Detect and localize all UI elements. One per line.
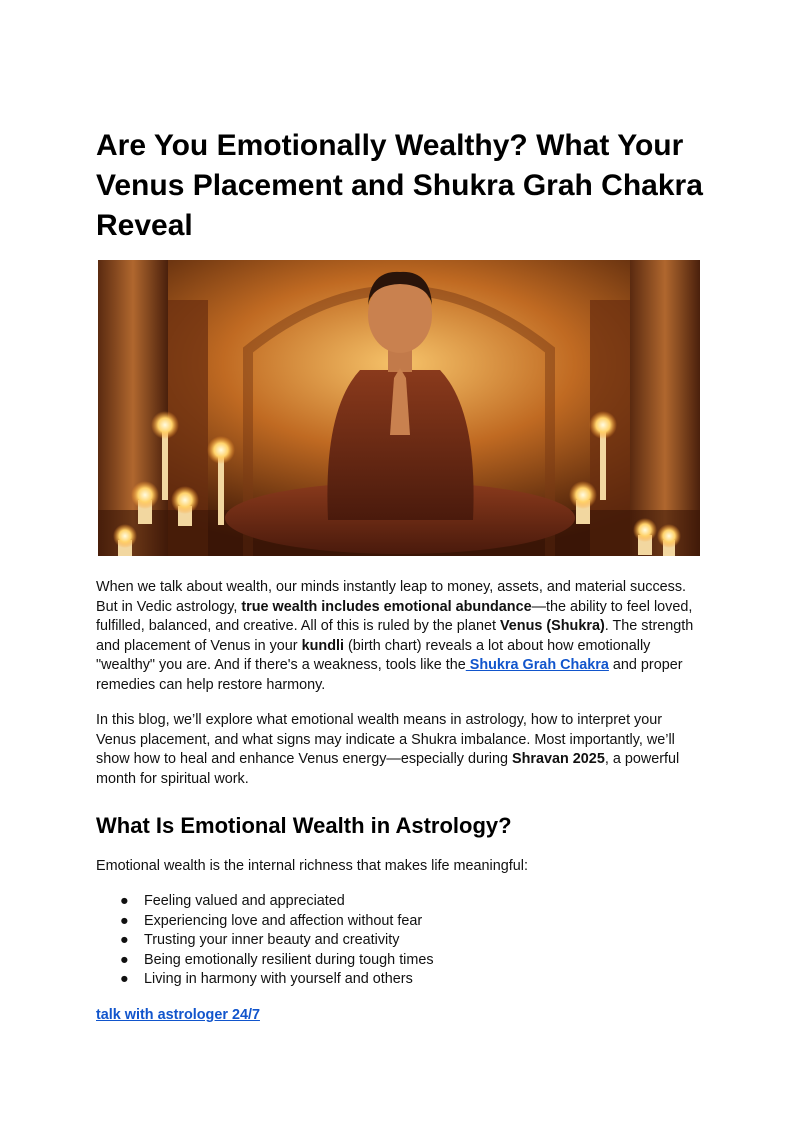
blog-intro-text-1: In this blog, we’ll explore what emotional wealth means in astrology, how to interpret your Venus placement, and what signs may indicate a Shukra imbalance. Most importantly, we’ll show how to heal and enhance Venus energy—especially during — [96, 712, 675, 767]
page-title: Are You Emotionally Wealthy? What Your Venus Placement and Shukra Grah Chakra Reveal — [96, 129, 703, 242]
intro-bold-venus: Venus (Shukra) — [499, 618, 605, 634]
list-item — [96, 970, 696, 990]
bullet-icon: ● — [120, 932, 129, 948]
blog-intro-text-2: , a powerful month for spiritual work. — [96, 751, 680, 787]
list-item-text: Trusting your inner beauty and creativity — [144, 932, 400, 948]
shukra-grah-chakra-link[interactable]: Shukra Grah Chakra — [465, 657, 609, 673]
blog-intro-paragraph — [96, 711, 706, 789]
section-intro: Emotional wealth is the internal richness that makes life meaningful: — [96, 858, 528, 874]
talk-with-astrologer-link[interactable]: talk with astrologer 24/7 — [96, 1007, 260, 1023]
intro-text-4: (birth chart) reveals a lot about how emotionally "wealthy" you are. And if there's a weakness, tools like the — [96, 637, 651, 673]
hero-image — [98, 260, 700, 556]
bullet-icon: ● — [120, 951, 129, 968]
list-item-text: Feeling valued and appreciated — [144, 893, 345, 909]
intro-paragraph — [96, 578, 706, 695]
list-item-text: Being emotionally resilient during tough times — [144, 951, 434, 968]
intro-text-5: and proper remedies can help restore harmony. — [96, 657, 683, 693]
intro-text-3: . The strength and placement of Venus in your — [96, 618, 694, 654]
list-item — [96, 912, 696, 932]
list-item-text: Living in harmony with yourself and others — [144, 971, 413, 987]
intro-text-2: —the ability to feel loved, fulfilled, balanced, and creative. All of this is ruled by the planet — [96, 598, 693, 634]
bullet-icon: ● — [120, 893, 129, 909]
meditation-illustration — [98, 260, 700, 556]
intro-text-1: When we talk about wealth, our minds instantly leap to money, assets, and material success. But in Vedic astrology, — [96, 579, 687, 615]
emotional-wealth-list — [96, 892, 696, 990]
section-heading: What Is Emotional Wealth in Astrology? — [96, 813, 512, 838]
blog-intro-bold-shravan: Shravan 2025 — [512, 751, 605, 767]
bullet-icon: ● — [120, 912, 129, 929]
list-item — [96, 951, 696, 971]
list-item — [96, 892, 696, 912]
intro-bold-kundli: kundli — [301, 637, 344, 654]
intro-bold-emotional-abundance: true wealth includes emotional abundance — [241, 598, 532, 615]
list-item-text: Experiencing love and affection without fear — [144, 912, 423, 929]
list-item — [96, 931, 696, 951]
bullet-icon: ● — [120, 971, 129, 987]
